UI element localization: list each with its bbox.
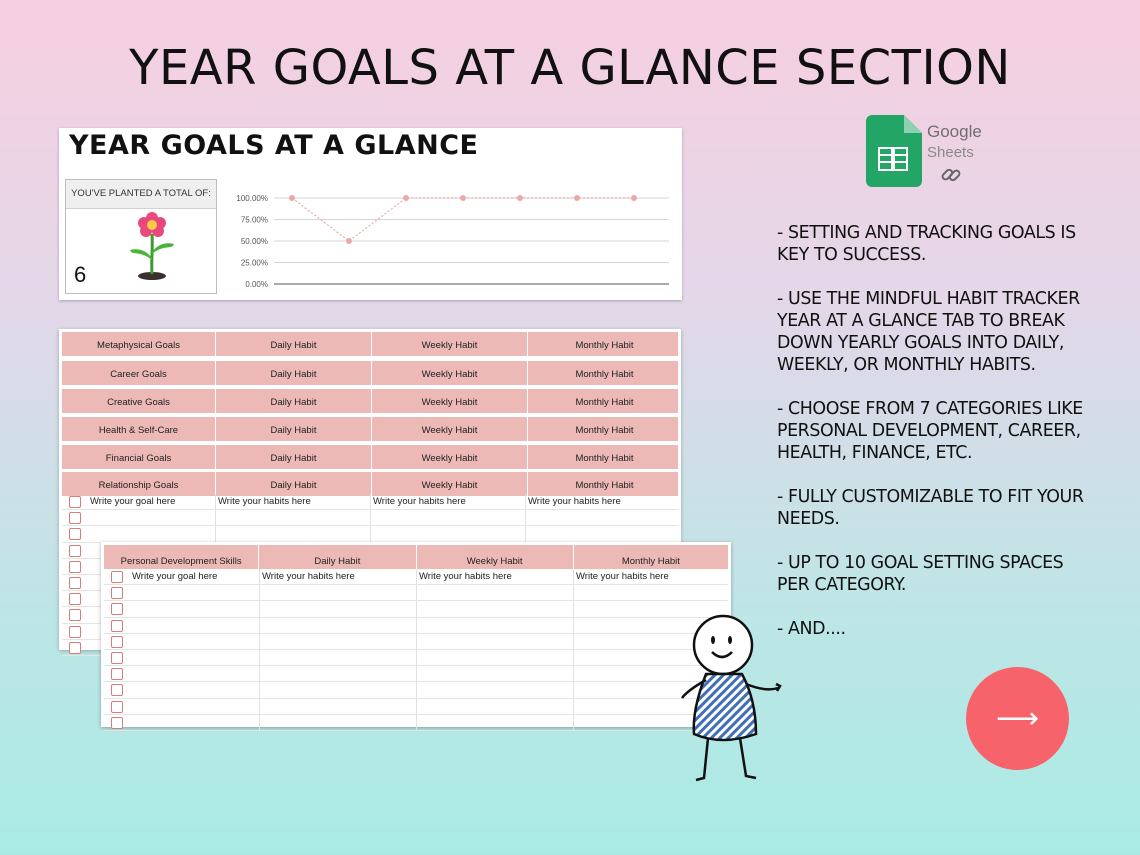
monthly-habit-header: Monthly Habit <box>575 340 634 351</box>
category-name: Metaphysical Goals <box>62 332 216 356</box>
goal-checkbox[interactable] <box>111 701 123 713</box>
personal-development-grid <box>104 569 728 731</box>
table-row <box>62 510 678 526</box>
header-daily: Daily Habit <box>259 545 416 569</box>
goal-checkbox[interactable] <box>69 577 81 589</box>
table-row <box>62 494 678 510</box>
daily-habit-header: Daily Habit <box>216 445 372 469</box>
monthly-habit-header: Monthly Habit <box>575 480 634 491</box>
weekly-habit-header: Weekly Habit <box>372 417 528 441</box>
google-sheets-icon <box>866 115 922 187</box>
data-point <box>460 195 466 201</box>
goal-checkbox[interactable] <box>69 496 81 508</box>
personal-development-table <box>101 542 731 727</box>
daily-habit-header: Daily Habit <box>216 472 372 496</box>
personal-development-header <box>104 545 728 569</box>
goal-checkbox[interactable] <box>111 603 123 615</box>
completion-line-chart <box>219 188 675 292</box>
daily-habit-header: Daily Habit <box>216 332 372 356</box>
data-point <box>631 195 637 201</box>
feature-item: - FULLY CUSTOMIZABLE TO FIT YOUR NEEDS. <box>777 487 1084 529</box>
feature-item: - CHOOSE FROM 7 CATEGORIES LIKE PERSONAL DEVELOPMENT, CAREER, HEALTH, FINANCE, ETC. <box>777 399 1083 463</box>
category-header-row <box>62 417 678 442</box>
y-tick-label: 50.00% <box>240 237 268 246</box>
year-goals-panel <box>59 128 682 300</box>
category-header-row <box>62 389 678 414</box>
monthly-habit-header: Monthly Habit <box>575 397 634 408</box>
table-row <box>104 634 728 650</box>
category-name: Relationship Goals <box>62 472 216 496</box>
data-point <box>346 238 352 244</box>
monthly-habit-header: Monthly Habit <box>575 453 634 464</box>
flower-icon <box>126 210 178 280</box>
arrow-right-icon: ⟶ <box>995 701 1039 735</box>
table-row <box>104 569 728 585</box>
goal-checkbox[interactable] <box>69 609 81 621</box>
category-name: Career Goals <box>62 361 216 385</box>
goal-checkbox[interactable] <box>69 545 81 557</box>
monthly-habit-header: Monthly Habit <box>575 369 634 380</box>
data-point <box>403 195 409 201</box>
goal-checkbox[interactable] <box>69 561 81 573</box>
planted-total-box <box>65 179 217 294</box>
goal-checkbox[interactable] <box>69 626 81 638</box>
weekly-habits-cell[interactable]: Write your habits here <box>373 496 466 507</box>
goal-checkbox[interactable] <box>111 668 123 680</box>
goal-cell[interactable]: Write your goal here <box>132 571 218 582</box>
feature-item: - UP TO 10 GOAL SETTING SPACES PER CATEGORY. <box>777 553 1064 595</box>
table-row <box>104 601 728 617</box>
daily-habit-header: Daily Habit <box>216 389 372 413</box>
weekly-habit-header: Weekly Habit <box>372 361 528 385</box>
page-title: YEAR GOALS AT A GLANCE SECTION <box>129 40 1011 96</box>
y-tick-label: 25.00% <box>240 258 268 268</box>
table-row <box>62 526 678 542</box>
goal-checkbox[interactable] <box>111 684 123 696</box>
y-tick-label: 100.00% <box>236 194 268 203</box>
weekly-habit-header: Weekly Habit <box>372 472 528 496</box>
goal-checkbox[interactable] <box>69 642 81 654</box>
daily-habit-header: Daily Habit <box>216 417 372 441</box>
header-monthly: Monthly Habit <box>621 556 680 567</box>
category-name: Financial Goals <box>62 445 216 469</box>
table-row <box>104 666 728 682</box>
category-header-row <box>62 332 678 357</box>
feature-item: - USE THE MINDFUL HABIT TRACKER YEAR AT A GLANCE TAB TO BREAK DOWN YEARLY GOALS INTO DAILY, WEEKLY, OR MONTHLY HABITS. <box>777 289 1080 375</box>
link-icon[interactable] <box>940 164 962 186</box>
feature-item: - AND.... <box>777 619 846 639</box>
goal-checkbox[interactable] <box>111 587 123 599</box>
category-header-row <box>62 445 678 470</box>
table-row <box>104 699 728 715</box>
panel-title: YEAR GOALS AT A GLANCE <box>69 130 479 161</box>
goal-checkbox[interactable] <box>111 571 123 583</box>
y-tick-label: 75.00% <box>240 215 268 225</box>
goal-checkbox[interactable] <box>111 636 123 648</box>
monthly-habits-cell[interactable]: Write your habits here <box>576 571 669 582</box>
table-row <box>104 715 728 731</box>
feature-list <box>777 222 1087 662</box>
planted-count: 6 <box>74 262 87 287</box>
table-row <box>104 650 728 666</box>
google-label: Google <box>927 122 982 141</box>
category-name: Health & Self-Care <box>62 417 216 441</box>
weekly-habit-header: Weekly Habit <box>372 389 528 413</box>
data-point <box>574 195 580 201</box>
goal-cell[interactable]: Write your goal here <box>90 496 176 507</box>
goal-checkbox[interactable] <box>111 717 123 729</box>
goal-checkbox[interactable] <box>111 620 123 632</box>
feature-item: - SETTING AND TRACKING GOALS IS KEY TO SUCCESS. <box>777 223 1076 265</box>
data-point <box>289 195 295 201</box>
weekly-habit-header: Weekly Habit <box>372 445 528 469</box>
daily-habits-cell[interactable]: Write your habits here <box>262 571 355 582</box>
goal-checkbox[interactable] <box>69 593 81 605</box>
goal-checkbox[interactable] <box>69 528 81 540</box>
category-name: Creative Goals <box>62 389 216 413</box>
planted-label: YOU'VE PLANTED A TOTAL OF: <box>66 180 216 209</box>
data-point <box>517 195 523 201</box>
header-category: Personal Development Skills <box>104 545 259 569</box>
goal-checkbox[interactable] <box>111 652 123 664</box>
category-header-row <box>62 361 678 386</box>
table-row <box>104 618 728 634</box>
monthly-habit-header: Monthly Habit <box>575 425 634 436</box>
weekly-habit-header: Weekly Habit <box>372 332 528 356</box>
stick-figure-illustration <box>676 610 796 785</box>
daily-habits-cell[interactable]: Write your habits here <box>218 496 311 507</box>
sheets-label: Sheets <box>927 144 974 161</box>
goal-checkbox[interactable] <box>69 512 81 524</box>
next-arrow-button[interactable] <box>966 667 1069 770</box>
header-weekly: Weekly Habit <box>417 545 574 569</box>
monthly-habits-cell[interactable]: Write your habits here <box>528 496 621 507</box>
weekly-habits-cell[interactable]: Write your habits here <box>419 571 512 582</box>
table-row <box>104 682 728 698</box>
table-row <box>104 585 728 601</box>
y-tick-label: 0.00% <box>245 280 268 289</box>
daily-habit-header: Daily Habit <box>216 361 372 385</box>
